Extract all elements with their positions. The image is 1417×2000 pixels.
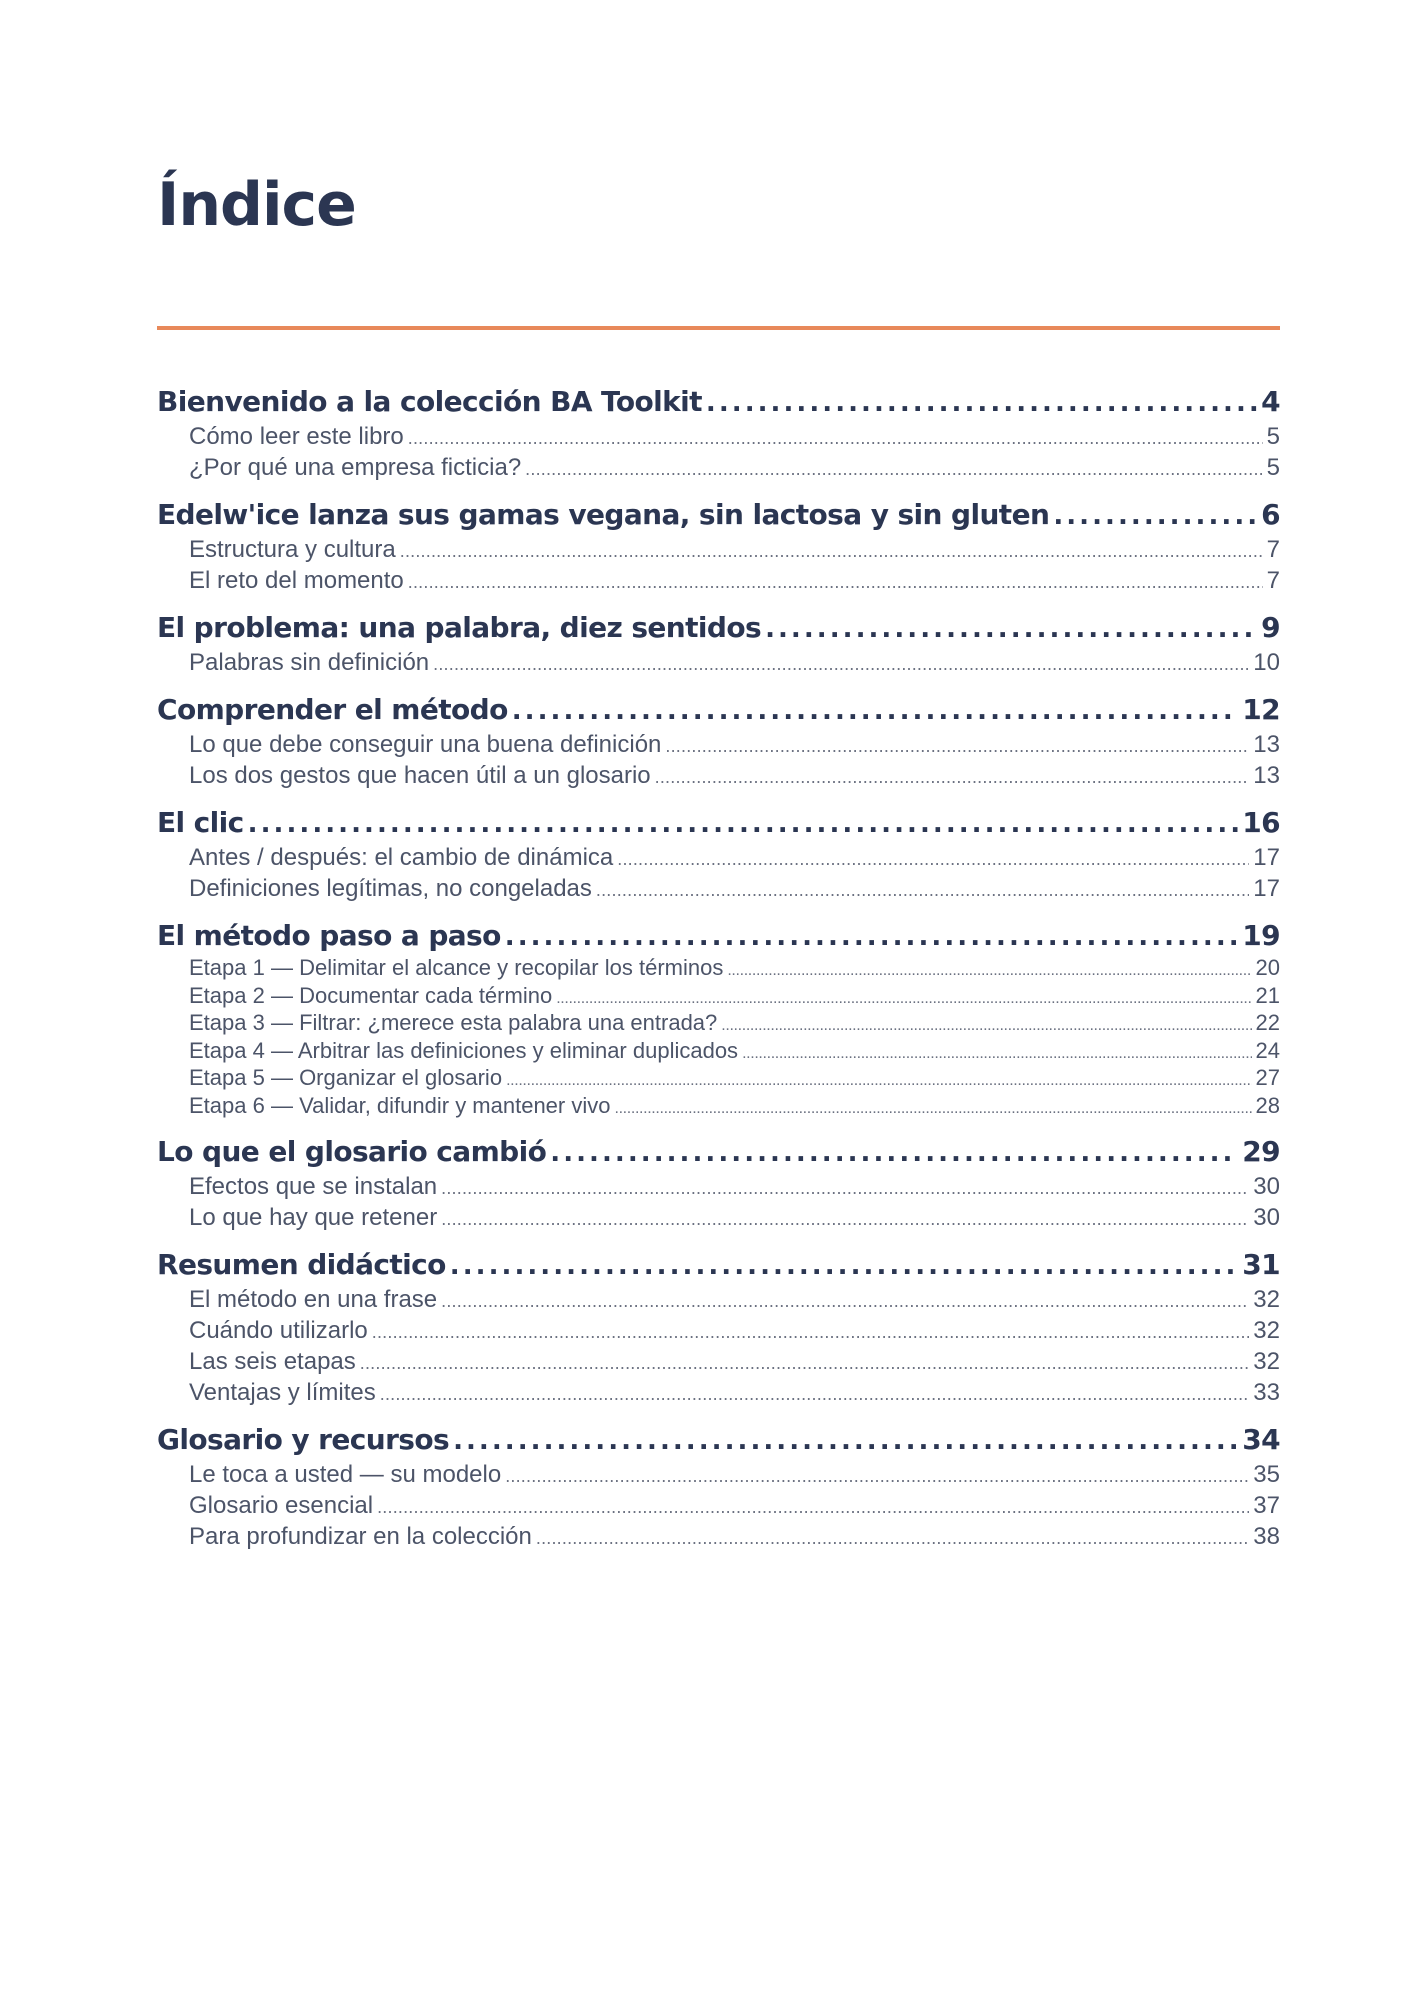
toc-chapter	[157, 1246, 1280, 1409]
section-title: ¿Por qué una empresa ficticia?	[189, 454, 522, 481]
dot-leader	[1053, 497, 1257, 535]
toc-chapter	[157, 496, 1280, 597]
dot-leader	[441, 1205, 1249, 1234]
section-title: El reto del momento	[189, 567, 404, 594]
dot-leader	[505, 918, 1238, 956]
section-title: Etapa 6 — Validar, difundir y mantener vivo	[189, 1092, 611, 1118]
chapter-entry[interactable]	[157, 1246, 1280, 1285]
section-page-number: 7	[1266, 567, 1280, 594]
section-page-number: 5	[1266, 423, 1280, 450]
section-title: Le toca a usted — su modelo	[189, 1461, 502, 1488]
section-page-number: 5	[1266, 454, 1280, 481]
table-of-contents	[157, 383, 1280, 1553]
toc-chapter	[157, 804, 1280, 905]
section-page-number: 13	[1253, 762, 1280, 789]
section-page-number: 22	[1255, 1010, 1280, 1035]
section-page-number: 38	[1253, 1523, 1280, 1550]
chapter-page-number: 6	[1261, 498, 1280, 531]
section-entry[interactable]	[157, 1522, 1280, 1553]
section-title: Etapa 2 — Documentar cada término	[189, 982, 553, 1008]
chapter-page-number: 9	[1261, 611, 1280, 644]
chapter-title: Edelw'ice lanza sus gamas vegana, sin lactosa y sin gluten	[157, 498, 1050, 531]
section-page-number: 32	[1253, 1317, 1280, 1344]
section-page-number: 32	[1253, 1286, 1280, 1313]
chapter-title: El problema: una palabra, diez sentidos	[157, 611, 762, 644]
section-entry[interactable]	[157, 1094, 1280, 1122]
section-entry[interactable]	[157, 984, 1280, 1012]
chapter-title: Bienvenido a la colección BA Toolkit	[157, 385, 702, 418]
chapter-entry[interactable]	[157, 804, 1280, 843]
dot-leader	[377, 1493, 1249, 1522]
section-entry[interactable]	[157, 1491, 1280, 1522]
toc-chapter	[157, 1421, 1280, 1553]
dot-leader	[536, 1524, 1249, 1553]
section-entry[interactable]	[157, 648, 1280, 679]
section-entry[interactable]	[157, 730, 1280, 761]
section-page-number: 35	[1253, 1461, 1280, 1488]
dot-leader	[706, 384, 1257, 422]
section-entry[interactable]	[157, 1011, 1280, 1039]
dot-leader	[727, 959, 1251, 984]
section-page-number: 20	[1255, 955, 1280, 980]
chapter-page-number: 34	[1242, 1423, 1280, 1456]
chapter-entry[interactable]	[157, 1421, 1280, 1460]
dot-leader	[360, 1349, 1250, 1378]
section-page-number: 33	[1253, 1379, 1280, 1406]
dot-leader	[453, 1422, 1238, 1460]
dot-leader	[614, 1097, 1251, 1122]
chapter-title: Glosario y recursos	[157, 1423, 450, 1456]
section-title: El método en una frase	[189, 1286, 438, 1313]
section-title: Lo que hay que retener	[189, 1204, 438, 1231]
dot-leader	[380, 1380, 1250, 1409]
chapter-title: Lo que el glosario cambió	[157, 1135, 547, 1168]
section-entry[interactable]	[157, 1285, 1280, 1316]
dot-leader	[400, 537, 1263, 566]
dot-leader	[505, 1462, 1249, 1491]
section-entry[interactable]	[157, 1378, 1280, 1409]
dot-leader	[506, 1069, 1251, 1094]
section-page-number: 10	[1253, 649, 1280, 676]
chapter-entry[interactable]	[157, 691, 1280, 730]
chapter-title: El método paso a paso	[157, 919, 501, 952]
dot-leader	[372, 1318, 1250, 1347]
chapter-entry[interactable]	[157, 609, 1280, 648]
section-title: Cómo leer este libro	[189, 423, 404, 450]
section-entry[interactable]	[157, 761, 1280, 792]
section-title: Etapa 4 — Arbitrar las definiciones y eliminar duplicados	[189, 1037, 739, 1063]
chapter-title: Comprender el método	[157, 693, 508, 726]
chapter-page-number: 4	[1261, 385, 1280, 418]
section-page-number: 37	[1253, 1492, 1280, 1519]
dot-leader	[408, 568, 1263, 597]
section-page-number: 30	[1253, 1173, 1280, 1200]
section-page-number: 17	[1253, 875, 1280, 902]
section-entry[interactable]	[157, 956, 1280, 984]
section-page-number: 21	[1255, 982, 1280, 1008]
section-title: Antes / después: el cambio de dinámica	[189, 844, 614, 871]
section-title: Palabras sin definición	[189, 649, 430, 676]
toc-chapter	[157, 609, 1280, 679]
dot-leader	[450, 1247, 1238, 1285]
chapter-page-number: 12	[1242, 693, 1280, 726]
section-entry[interactable]	[157, 843, 1280, 874]
section-title: Las seis etapas	[189, 1348, 356, 1375]
dot-leader	[556, 987, 1251, 1012]
section-entry[interactable]	[157, 422, 1280, 453]
section-entry[interactable]	[157, 1316, 1280, 1347]
section-page-number: 13	[1253, 731, 1280, 758]
section-title: Estructura y cultura	[189, 536, 396, 563]
toc-chapter	[157, 383, 1280, 484]
dot-leader	[441, 1287, 1249, 1316]
dot-leader	[742, 1042, 1251, 1067]
section-title: Ventajas y límites	[189, 1379, 376, 1406]
section-entry[interactable]	[157, 1203, 1280, 1234]
chapter-title: El clic	[157, 806, 244, 839]
section-entry[interactable]	[157, 535, 1280, 566]
section-entry[interactable]	[157, 1460, 1280, 1491]
dot-leader	[441, 1174, 1249, 1203]
toc-chapter	[157, 1133, 1280, 1234]
section-title: Etapa 3 — Filtrar: ¿merece esta palabra una entrada?	[189, 1010, 718, 1035]
dot-leader	[655, 763, 1250, 792]
chapter-title: Resumen didáctico	[157, 1248, 446, 1281]
title-divider	[157, 326, 1280, 330]
section-title: Etapa 1 — Delimitar el alcance y recopilar los términos	[189, 955, 724, 980]
section-entry[interactable]	[157, 1066, 1280, 1094]
section-page-number: 27	[1255, 1065, 1280, 1090]
section-page-number: 30	[1253, 1204, 1280, 1231]
section-title: Cuándo utilizarlo	[189, 1317, 368, 1344]
dot-leader	[512, 692, 1239, 730]
dot-leader	[525, 455, 1262, 484]
section-entry[interactable]	[157, 1039, 1280, 1067]
section-page-number: 28	[1255, 1092, 1280, 1118]
toc-chapter	[157, 917, 1280, 1121]
chapter-entry[interactable]	[157, 383, 1280, 422]
section-entry[interactable]	[157, 1172, 1280, 1203]
chapter-page-number: 29	[1242, 1135, 1280, 1168]
section-title: Efectos que se instalan	[189, 1173, 438, 1200]
section-title: Definiciones legítimas, no congeladas	[189, 875, 592, 902]
section-entry[interactable]	[157, 1347, 1280, 1378]
section-title: Lo que debe conseguir una buena definición	[189, 731, 662, 758]
section-page-number: 32	[1253, 1348, 1280, 1375]
dot-leader	[617, 845, 1249, 874]
document-page	[157, 0, 1280, 2000]
section-title: Glosario esencial	[189, 1492, 374, 1519]
section-entry[interactable]	[157, 874, 1280, 905]
section-entry[interactable]	[157, 566, 1280, 597]
section-entry[interactable]	[157, 453, 1280, 484]
section-page-number: 7	[1266, 536, 1280, 563]
dot-leader	[765, 610, 1257, 648]
section-page-number: 17	[1253, 844, 1280, 871]
dot-leader	[721, 1014, 1251, 1039]
dot-leader	[433, 650, 1249, 679]
dot-leader	[408, 424, 1263, 453]
chapter-page-number: 19	[1242, 919, 1280, 952]
toc-chapter	[157, 691, 1280, 792]
chapter-entry[interactable]	[157, 1133, 1280, 1172]
section-title: Los dos gestos que hacen útil a un glosario	[189, 762, 651, 789]
chapter-page-number: 31	[1242, 1248, 1280, 1281]
section-page-number: 24	[1255, 1037, 1280, 1063]
chapter-entry[interactable]	[157, 496, 1280, 535]
dot-leader	[596, 876, 1249, 905]
dot-leader	[665, 732, 1249, 761]
section-title: Para profundizar en la colección	[189, 1523, 532, 1550]
chapter-page-number: 16	[1242, 806, 1280, 839]
dot-leader	[248, 805, 1239, 843]
section-title: Etapa 5 — Organizar el glosario	[189, 1065, 503, 1090]
chapter-entry[interactable]	[157, 917, 1280, 956]
page-title: Índice	[157, 170, 356, 240]
dot-leader	[550, 1134, 1238, 1172]
